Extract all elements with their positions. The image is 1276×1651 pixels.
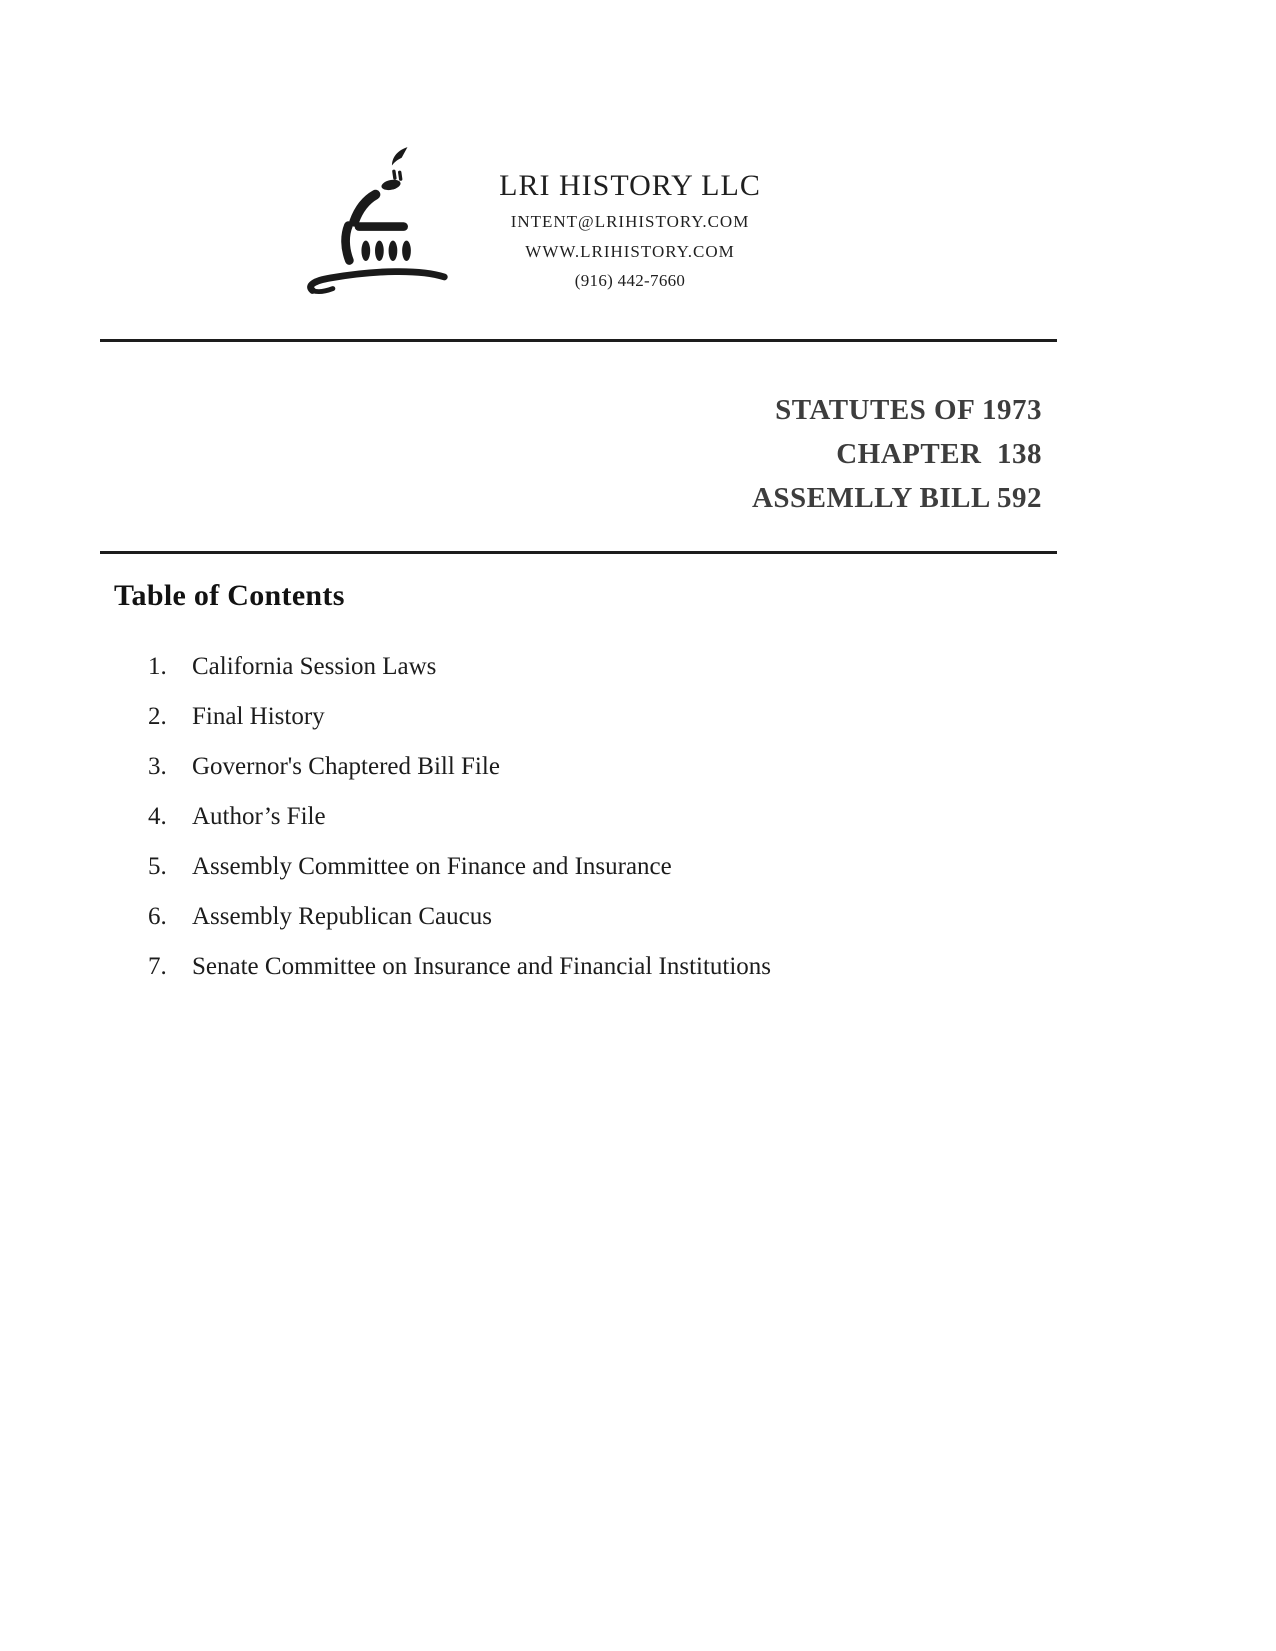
company-website: WWW.LRIHISTORY.COM (525, 242, 735, 261)
company-email: INTENT@LRIHISTORY.COM (510, 212, 750, 231)
toc-item-label: Assembly Republican Caucus (192, 903, 492, 930)
toc-item-number: 7. (148, 953, 167, 980)
toc-item (148, 802, 771, 831)
toc-item-label: Author’s File (192, 803, 326, 830)
divider-line-middle (100, 551, 1057, 554)
company-name: LRI HISTORY LLC (499, 169, 761, 202)
toc-item-label: Senate Committee on Insurance and Financial Institutions (192, 953, 772, 980)
toc-item-number: 3. (148, 753, 167, 780)
case-header (752, 388, 1042, 520)
company-phone: (916) 442-7660 (574, 271, 686, 290)
bill-line: ASSEMLLY BILL 592 (751, 482, 1042, 514)
chapter-line: CHAPTER 138 (836, 438, 1042, 470)
toc-item-number: 6. (148, 903, 167, 930)
divider-line-top (100, 339, 1057, 342)
toc-item-label: California Session Laws (192, 653, 437, 680)
toc-item (148, 702, 771, 731)
toc-item-label: Governor's Chaptered Bill File (192, 753, 500, 780)
toc-item-number: 2. (148, 703, 167, 730)
toc-item (148, 652, 771, 681)
letterhead (455, 170, 805, 290)
statutes-line: STATUTES OF 1973 (775, 394, 1042, 426)
toc-item-number: 1. (148, 653, 167, 680)
toc-item-number: 4. (148, 803, 167, 830)
toc-item (148, 852, 771, 881)
toc-item-label: Assembly Committee on Finance and Insurance (192, 853, 672, 880)
toc-item-number: 5. (148, 853, 167, 880)
toc-item-label: Final History (192, 703, 325, 730)
toc-heading: Table of Contents (114, 579, 345, 612)
toc-list (148, 652, 771, 1002)
toc-item (148, 752, 771, 781)
toc-item (148, 902, 771, 931)
capitol-dome-logo (298, 130, 453, 296)
toc-item (148, 952, 771, 981)
